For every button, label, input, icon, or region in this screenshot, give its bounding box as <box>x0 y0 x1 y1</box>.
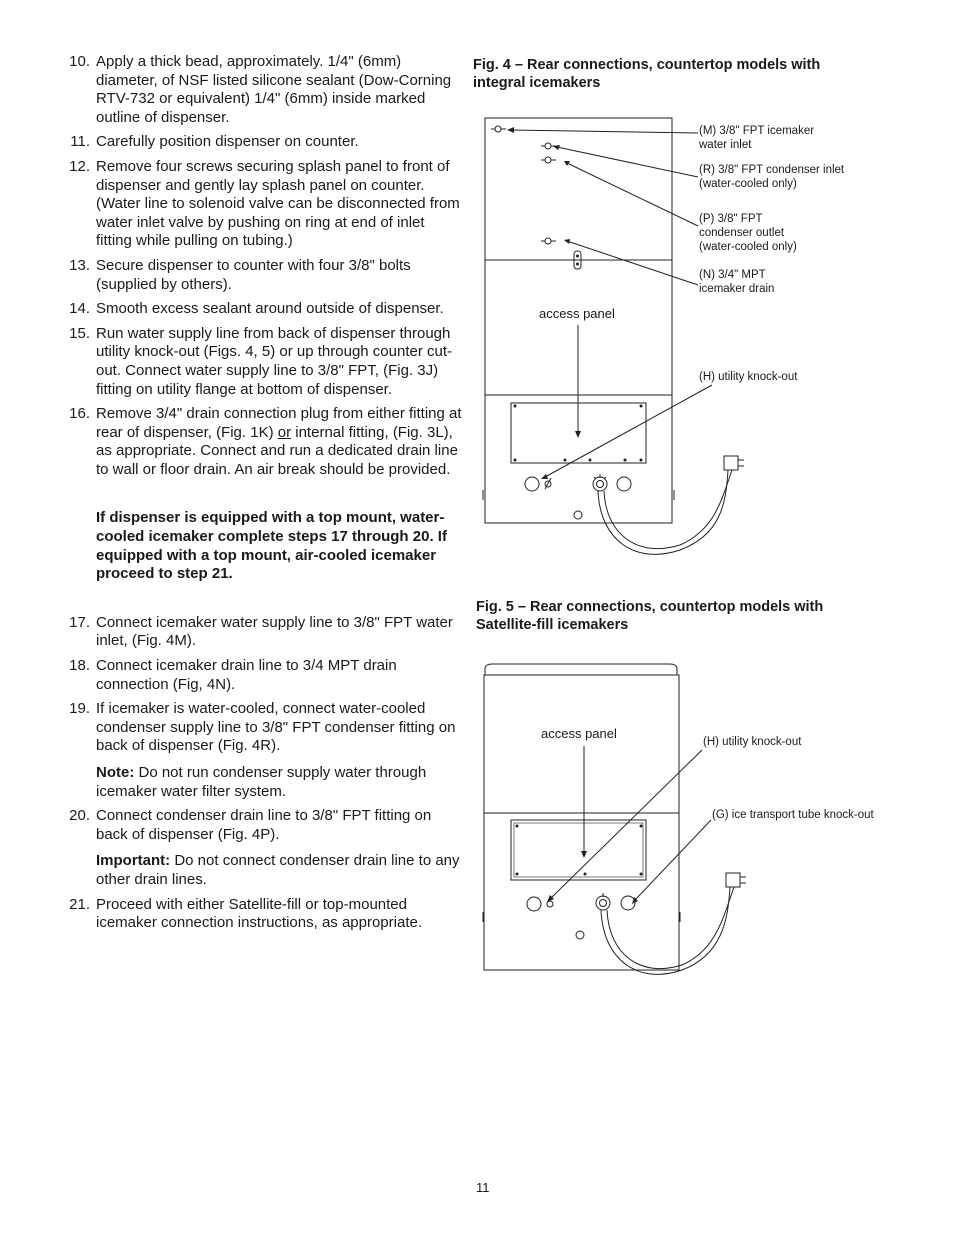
fig5-label-access-panel: access panel <box>541 726 617 741</box>
fig5-label-g: (G) ice transport tube knock-out <box>712 809 874 821</box>
step-number: 18. <box>69 657 90 675</box>
step-20: 20. Connect condenser drain line to 3/8" FPT fitting on back of dispenser (Fig. 4P). Important: Do not connect condenser drain line to any other drain lines. <box>62 807 462 889</box>
step-text: Connect icemaker drain line to 3/4 MPT drain connection (Fig, 4N). <box>96 657 397 693</box>
fig4-label-r: (R) 3/8" FPT condenser inlet (water-cooled only) <box>699 164 845 190</box>
step-text: Apply a thick bead, approximately. 1/4" (6mm) diameter, of NSF listed silicone sealant (Dow-Corning RTV-732 or equivalent) 1/4" (6mm) inside marked outline of dispenser. <box>96 53 452 126</box>
fig5-title: Fig. 5 – Rear connections, countertop models with Satellite-fill icemakers <box>476 599 824 633</box>
step-text: Run water supply line from back of dispenser through utility knock-out (Figs. 4, 5) or up through counter cut-out. Connect water supply line to 3/8" FPT, (Fig. 3J) fitting on utility flange at bottom of dispenser. <box>96 324 452 398</box>
step-number: 20. <box>69 807 90 825</box>
step-number: 12. <box>69 157 90 175</box>
utility-flange-icon <box>593 477 607 491</box>
step-text: Remove four screws securing splash panel to front of dispenser and gently lay splash panel on counter. (Water line to solenoid valve can be disconnected from water inlet valve by pushing on ring at end of inlet fitting while pulling on tubing.) <box>96 157 460 250</box>
fitting-p-icon <box>541 157 556 163</box>
fig4-leader-lines <box>511 130 712 477</box>
fig4-label-m: (M) 3/8" FPT icemaker water inlet <box>699 125 815 151</box>
utility-flange-icon <box>596 896 610 910</box>
fig4-label-access-panel: access panel <box>539 306 615 321</box>
step-number: 19. <box>69 700 90 718</box>
step-number: 21. <box>69 895 90 913</box>
step-19: 19. If icemaker is water-cooled, connect water-cooled condenser supply line to 3/8" FPT condenser fitting on back of dispenser (Fig. 4R). Note: Do not run condenser supply water through icemaker water filter system. <box>62 700 462 801</box>
fig4-title: Fig. 4 – Rear connections, countertop models with integral icemakers <box>473 57 821 91</box>
step-number: 11. <box>70 133 90 151</box>
step-16: 16. Remove 3/4" drain connection plug from either fitting at rear of dispenser, (Fig. 1K) or internal fitting, (Fig. 3L), as appropriate. Connect and run a dedicated drain line to wall or floor drain. An air break should be provided. <box>62 405 462 479</box>
step-text: Secure dispenser to counter with four 3/8" bolts (supplied by others). <box>96 256 411 293</box>
step-text: Carefully position dispenser on counter. <box>96 133 359 151</box>
fitting-lower-icon <box>541 238 556 244</box>
fig4-label-h: (H) utility knock-out <box>699 371 798 383</box>
page-number: 11 <box>476 1180 490 1195</box>
important-paragraph: Important: Do not connect condenser drain line to any other drain lines. <box>96 852 460 888</box>
step-number: 16. <box>69 405 90 423</box>
step-number: 14. <box>69 300 90 318</box>
step-number: 10. <box>69 53 90 70</box>
step-21: 21. Proceed with either Satellite-fill or top-mounted icemaker connection instructions, as appropriate. <box>62 896 462 933</box>
fig4-arrowheads <box>507 127 581 479</box>
fig4-label-p: (P) 3/8" FPT condenser outlet (water-cooled only) <box>699 213 797 253</box>
fig4-label-n: (N) 3/4" MPT icemaker drain <box>699 269 775 295</box>
step-number: 15. <box>69 324 90 342</box>
knockout-left-icon <box>525 477 539 491</box>
knockout-left-icon <box>527 897 541 911</box>
conditional-note: If dispenser is equipped with a top mount, water-cooled icemaker complete steps 17 through 20. If equipped with a top mount, air-cooled icemaker proceed to step 21. <box>96 509 447 583</box>
step-number: 17. <box>69 613 90 631</box>
step-text: Smooth excess sealant around outside of dispenser. <box>96 300 444 318</box>
knockout-right-icon <box>617 477 631 491</box>
fig5-dispenser-drawing <box>483 664 746 974</box>
step-text: Connect icemaker water supply line to 3/8" FPT water inlet, (Fig. 4M). <box>96 613 453 650</box>
step-number: 13. <box>69 256 90 274</box>
fitting-m-icon <box>491 126 506 132</box>
fig5-label-h: (H) utility knock-out <box>703 736 802 748</box>
note-paragraph: Note: Do not run condenser supply water through icemaker water filter system. <box>96 764 427 800</box>
fig5-arrowheads <box>547 851 638 904</box>
